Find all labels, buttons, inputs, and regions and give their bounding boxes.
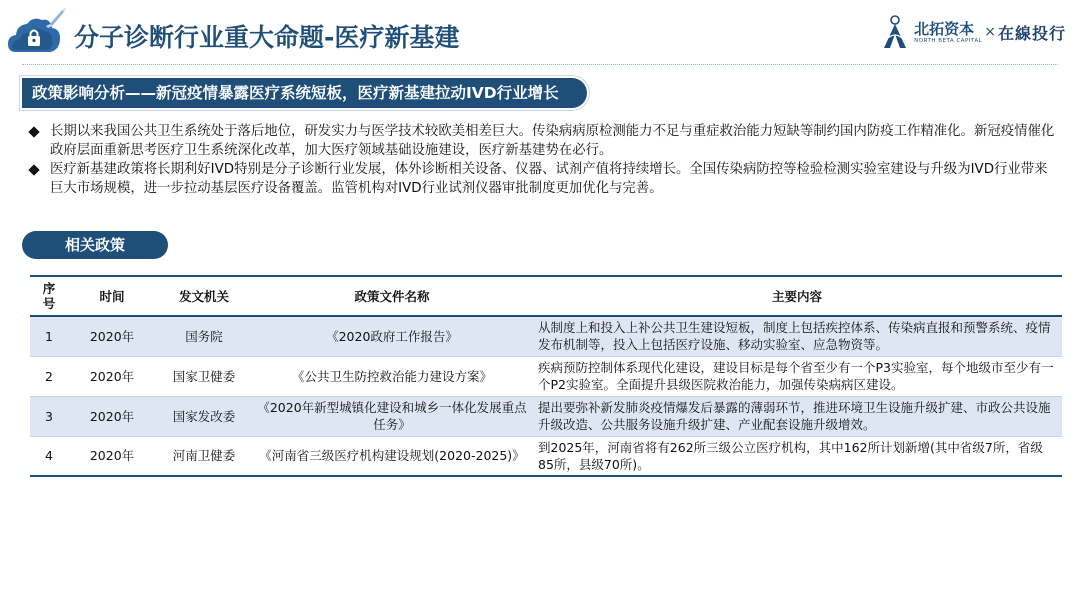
diamond-bullet-icon: [28, 164, 39, 175]
cell-time: 2020年: [68, 316, 156, 356]
brand-name: 北拓资本: [914, 19, 975, 38]
cell-content: 提出要弥补新发肺炎疫情爆发后暴露的薄弱环节，推进环境卫生设施升级扩建、市政公共设施升级改造、公共服务设施升级扩建、产业配套设施升级增效。: [532, 396, 1062, 436]
cell-no: 4: [30, 436, 68, 476]
cloud-lock-rocket-icon: [6, 6, 68, 58]
cell-doc: 《河南省三级医疗机构建设规划(2020-2025)》: [252, 436, 532, 476]
cell-content: 到2025年，河南省将有262所三级公立医疗机构，其中162所计划新增(其中省级7所，省级85所，县级70所)。: [532, 436, 1062, 476]
table-row: [30, 316, 1062, 356]
header-divider: [22, 64, 1058, 65]
header-time: 时间: [68, 276, 156, 316]
cell-no: 2: [30, 356, 68, 396]
cell-org: 国家发改委: [156, 396, 252, 436]
cell-doc: 《2020年新型城镇化建设和城乡一体化发展重点任务》: [252, 396, 532, 436]
table-row: [30, 436, 1062, 476]
brand-name-english: NORTH BETA CAPITAL: [914, 37, 983, 44]
page-title: 分子诊断行业重大命题-医疗新基建: [74, 23, 460, 52]
section-pill: 相关政策: [22, 231, 168, 259]
header-content: 主要内容: [532, 276, 1062, 316]
cell-org: 河南卫健委: [156, 436, 252, 476]
cell-time: 2020年: [68, 436, 156, 476]
cell-org: 国务院: [156, 316, 252, 356]
partner-name: 在線投行: [997, 23, 1066, 43]
north-beta-emblem-icon: [880, 14, 910, 50]
cell-time: 2020年: [68, 396, 156, 436]
table-header-row: [30, 276, 1062, 316]
diamond-bullet-icon: [28, 126, 39, 137]
policy-table: [30, 275, 1062, 477]
section-banner: 政策影响分析——新冠疫情暴露医疗系统短板，医疗新基建拉动IVD行业增长: [22, 78, 587, 108]
cell-time: 2020年: [68, 356, 156, 396]
bullet-item: [26, 160, 1060, 198]
cell-content: 疾病预防控制体系现代化建设，建设目标是每个省至少有一个P3实验室，每个地级市至少有一个P2实验室。全面提升县级医院救治能力，加强传染病病区建设。: [532, 356, 1062, 396]
cell-doc: 《公共卫生防控救治能力建设方案》: [252, 356, 532, 396]
table-row: [30, 356, 1062, 396]
header-no: 序号: [30, 276, 68, 316]
cell-no: 1: [30, 316, 68, 356]
bullet-list: [26, 122, 1060, 198]
cell-no: 3: [30, 396, 68, 436]
cell-org: 国家卫健委: [156, 356, 252, 396]
header-org: 发文机关: [156, 276, 252, 316]
bullet-item: [26, 122, 1060, 160]
brand-logos: [880, 12, 1066, 52]
bullet-text: 医疗新基建政策将长期利好IVD特别是分子诊断行业发展，体外诊断相关设备、仪器、试剂产值将持续增长。全国传染病防控等检验检测实验室建设与升级为IVD行业带来巨大市场规模，进一步拉动基层医疗设备覆盖。监管机构对IVD行业试剂仪器审批制度更加优化与完善。: [50, 162, 1048, 196]
cell-doc: 《2020政府工作报告》: [252, 316, 532, 356]
header: [0, 0, 1080, 66]
cell-content: 从制度上和投入上补公共卫生建设短板，制度上包括疾控体系、传染病直报和预警系统、疫情发布机制等，投入上包括医疗设施、移动实验室、应急物资等。: [532, 316, 1062, 356]
bullet-text: 长期以来我国公共卫生系统处于落后地位，研发实力与医学技术较欧美相差巨大。传染病病原检测能力不足与重症救治能力短缺等制约国内防疫工作精准化。新冠疫情催化政府层面重新思考医疗卫生系统深化改革，加大医疗领域基础设施建设，医疗新基建势在必行。: [50, 124, 1055, 158]
brand-separator: ×: [984, 24, 996, 40]
header-doc: 政策文件名称: [252, 276, 532, 316]
table-row: [30, 396, 1062, 436]
